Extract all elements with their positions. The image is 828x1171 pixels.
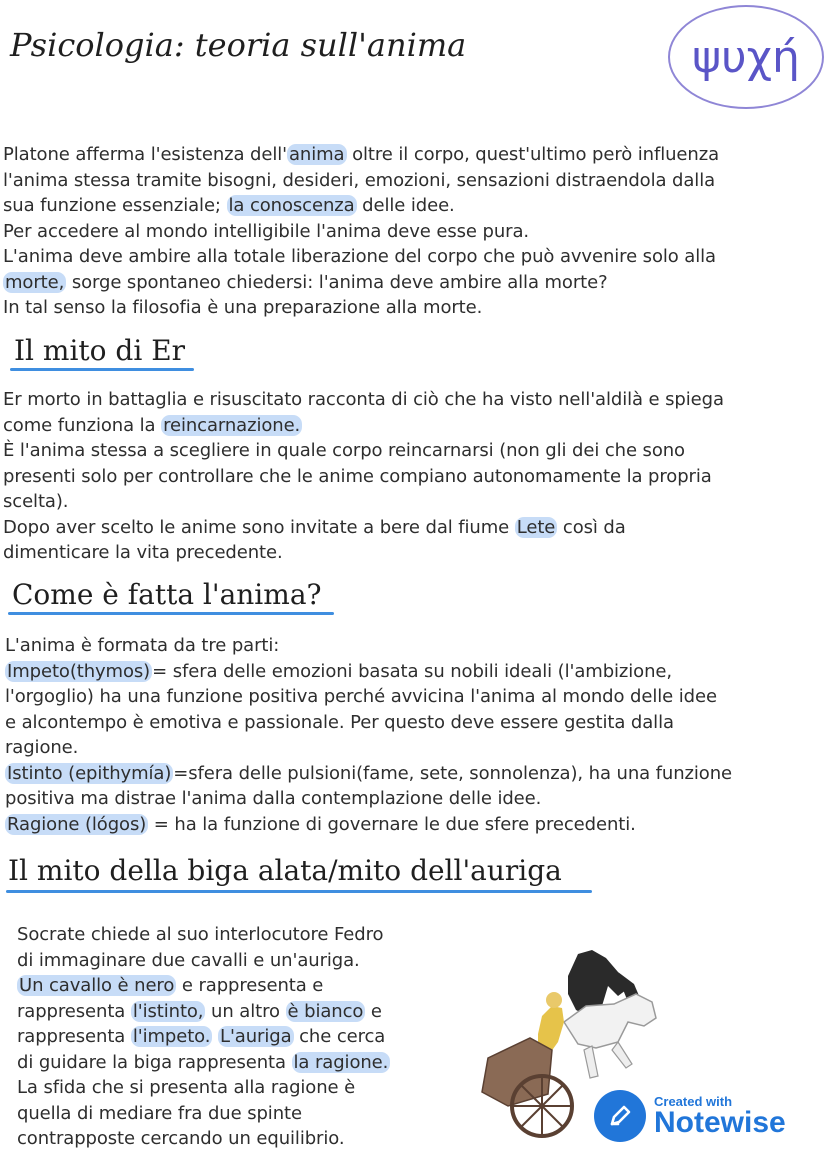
- text-line: In tal senso la filosofia è una preparazione alla morte.: [3, 297, 483, 318]
- pencil-glyph: [606, 1102, 634, 1130]
- page-title: Psicologia: teoria sull'anima: [10, 26, 467, 64]
- watermark-small-text: Created with: [654, 1093, 733, 1109]
- text-line: morte, sorge spontaneo chiedersi: l'anima deve ambire alla morte?: [5, 271, 608, 293]
- notewise-watermark: [594, 1090, 786, 1142]
- mito-er-paragraph: [3, 387, 724, 566]
- highlight: anima: [288, 144, 345, 165]
- highlight: la ragione.: [293, 1051, 389, 1073]
- text-line: Dopo aver scelto le anime sono invitate a bere dal fiume Lete così da: [3, 516, 626, 538]
- text-line: di guidare la biga rappresenta la ragione.: [17, 1051, 389, 1073]
- text-line: Platone afferma l'esistenza dell' anima oltre il corpo, quest'ultimo però influenza: [3, 144, 719, 165]
- white-horse-legs: [584, 1042, 632, 1078]
- text-line: Un cavallo è nero e rappresenta e: [19, 975, 324, 996]
- section-heading-mito-er: Il mito di Er: [14, 334, 186, 367]
- heading-underline: [10, 368, 194, 371]
- text-line: quella di mediare fra due spinte: [17, 1102, 302, 1124]
- text-line: come funziona la reincarnazione.: [3, 414, 301, 436]
- text-line: rappresenta l'impeto. L'auriga che cerca: [17, 1026, 386, 1047]
- text-line: La sfida che si presenta alla ragione è: [17, 1077, 356, 1098]
- biga-paragraph: [17, 922, 390, 1152]
- highlight: Ragione (lógos): [7, 813, 147, 835]
- text-line: Socrate chiede al suo interlocutore Fedro: [17, 924, 384, 945]
- charioteer-head: [546, 992, 562, 1008]
- text-line: contrapposte cercando un equilibrio.: [17, 1128, 345, 1149]
- intro-paragraph: [3, 142, 719, 321]
- text-line: È l'anima stessa a scegliere in quale corpo reincarnarsi (non gli dei che sono: [3, 440, 685, 461]
- text-line: L'anima è formata da tre parti:: [5, 635, 280, 656]
- heading-underline: [8, 612, 334, 615]
- section-heading-anima: Come è fatta l'anima?: [12, 578, 322, 611]
- highlight: Impeto(thymos): [7, 660, 151, 682]
- text-line: l'anima stessa tramite bisogni, desideri, emozioni, sensazioni distraendola dalla: [3, 169, 716, 191]
- highlight: l'istinto,: [132, 1000, 204, 1022]
- pencil-icon: [594, 1090, 646, 1142]
- text-line: Ragione (lógos) = ha la funzione di governare le due sfere precedenti.: [7, 813, 636, 835]
- highlight: la conoscenza: [228, 195, 355, 216]
- highlight: reincarnazione.: [163, 414, 301, 436]
- highlight: morte,: [5, 271, 65, 293]
- text-line: Per accedere al mondo intelligibile l'anima deve esse pura.: [3, 220, 530, 242]
- text-line: di immaginare due cavalli e un'auriga.: [17, 949, 360, 971]
- anima-paragraph: [5, 633, 732, 837]
- psyche-logo: [668, 5, 824, 109]
- highlight: l'impeto.: [132, 1026, 211, 1047]
- highlight: Istinto (epithymía): [7, 762, 172, 784]
- watermark-brand-text: Notewise: [654, 1105, 786, 1139]
- text-line: l'orgoglio) ha una funzione positiva perché avvicina l'anima al mondo delle idee: [5, 686, 717, 707]
- text-line: presenti solo per controllare che le anime compiano autonomamente la propria: [3, 465, 712, 487]
- text-line: Istinto (epithymía) =sfera delle pulsioni(fame, sete, sonnolenza), ha una funzione: [7, 762, 732, 784]
- text-line: e alcontempo è emotiva e passionale. Per questo deve essere gestita dalla: [5, 711, 674, 733]
- highlight: Lete: [516, 516, 556, 538]
- text-line: L'anima deve ambire alla totale liberazione del corpo che può avvenire solo alla: [3, 246, 716, 267]
- highlight: è bianco: [287, 1000, 364, 1022]
- section-heading-biga-alata: Il mito della biga alata/mito dell'auriga: [8, 854, 562, 887]
- text-line: scelta).: [3, 491, 69, 512]
- text-line: positiva ma distrae l'anima dalla contemplazione delle idee.: [5, 788, 542, 809]
- psyche-logo-text: ψυχή: [692, 31, 800, 83]
- highlight: Un cavallo è nero: [19, 975, 175, 996]
- text-line: ragione.: [5, 737, 79, 758]
- text-line: sua funzione essenziale; la conoscenza delle idee.: [3, 195, 455, 216]
- text-line: rappresenta l'istinto, un altro è bianco e: [17, 1000, 382, 1022]
- text-line: dimenticare la vita precedente.: [3, 542, 283, 563]
- text-line: Impeto(thymos) = sfera delle emozioni basata su nobili ideali (l'ambizione,: [7, 660, 673, 682]
- highlight: L'auriga: [220, 1026, 292, 1047]
- heading-underline: [6, 890, 592, 893]
- text-line: Er morto in battaglia e risuscitato racconta di ciò che ha visto nell'aldilà e spiega: [3, 389, 724, 410]
